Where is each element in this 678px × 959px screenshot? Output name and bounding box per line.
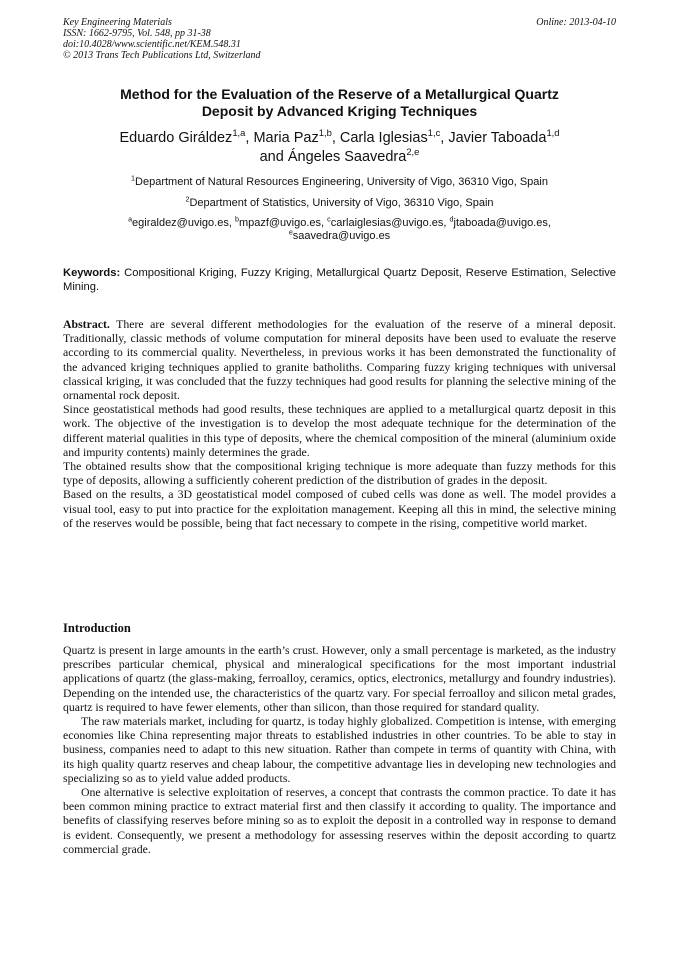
doi-line: doi:10.4028/www.scientific.net/KEM.548.31 xyxy=(63,39,241,50)
affiliation-text: Department of Statistics, University of Vigo, 36310 Vigo, Spain xyxy=(189,197,494,209)
email-mark: a xyxy=(128,215,133,224)
author-name: Eduardo Giráldez xyxy=(119,130,233,146)
journal-header xyxy=(63,17,616,61)
title-line-1: Method for the Evaluation of the Reserve of a Metallurgical Quartz xyxy=(120,86,559,102)
keywords-block xyxy=(63,267,616,294)
issn-line: ISSN: 1662-9795, Vol. 548, pp 31-38 xyxy=(63,28,211,39)
email-mark: d xyxy=(449,215,454,224)
abstract-paragraph xyxy=(63,317,616,402)
email-list xyxy=(63,217,616,243)
author-name: Maria Paz xyxy=(253,130,319,146)
author-affil-mark: 1,a xyxy=(232,127,246,139)
intro-paragraph: The raw materials market, including for quartz, is today highly globalized. Competition is intense, with emerging economies like China representing major threats to established industries in other countries. To be able to stay in business, companies need to adapt to this new situation. Rather than compete in terms of quantity with China, with its high quality quartz reserves and cheap labour, the competitive advantage lies in developing new technologies and specializing so as to yield value added products. xyxy=(63,714,616,785)
keywords-label: Keywords: xyxy=(63,267,121,279)
abstract-paragraph: The obtained results show that the compositional kriging technique is more adequate than fuzzy methods for this type of deposits, allowing a sufficiently coherent prediction of the distribution of grades in the deposit. xyxy=(63,459,616,488)
author-affil-mark: 1,d xyxy=(546,127,560,139)
online-date: Online: 2013-04-10 xyxy=(536,17,616,28)
email-link[interactable]: saavedra@uvigo.es xyxy=(292,230,391,242)
email-link[interactable]: jtaboada@uvigo.es, xyxy=(453,217,551,229)
author-conjunction: and xyxy=(259,149,284,165)
affiliation-text: Department of Natural Resources Engineering, University of Vigo, 36310 Vigo, Spain xyxy=(135,176,548,188)
author-affil-mark: 1,b xyxy=(318,127,332,139)
abstract-text: There are several different methodologies for the evaluation of the reserve of a mineral deposit. Traditionally, classic methods of volume computation for mineral deposits have been used to evaluate the reserve according to its commercial quality. Nevertheless, in previous works it has been demonstrated the functionality of the advanced kriging techniques applied to granite batholiths. Comparing fuzzy kriging techniques with universal classical kriging, it was concluded that the fuzzy techniques had good results for planning the selective mining of the ornamental rock deposit. xyxy=(63,317,616,403)
author-name: Javier Taboada xyxy=(448,130,547,146)
author-list xyxy=(63,129,616,167)
authors-line-2 xyxy=(63,148,616,167)
title-line-2: Deposit by Advanced Kriging Techniques xyxy=(201,103,478,119)
email-mark: e xyxy=(288,228,293,237)
abstract-paragraph: Based on the results, a 3D geostatistical model composed of cubed cells was done as well. The model provides a visual tool, easy to put into practice for the exploitation management. Keeping all this in mind, the selective mining of the reserves would be possible, being that fact necessary to compete in the rising, competitive world market. xyxy=(63,487,616,530)
email-line-2 xyxy=(63,230,616,243)
section-heading-introduction: Introduction xyxy=(63,621,131,635)
abstract-block xyxy=(63,317,616,530)
intro-paragraph: Quartz is present in large amounts in the earth’s crust. However, only a small percentage is marketed, as the industry prescribes particular chemical, physical and mineralogical specifications for the most important industrial applications of quartz (the glass-making, ferroalloy, ceramics, optics, electronics, metallurgy and foundry industries). Depending on the intended use, the characteristics of the quartz vary. For special ferroalloy and silicon metal grades, quartz is required to have fewer elements, other than silicon, than those required for standard quality. xyxy=(63,643,616,714)
intro-paragraph: One alternative is selective exploitation of reserves, a concept that contrasts the common practice. To date it has been common mining practice to extract material first and then classify it according to quality. The importance and benefits of classifying reserves before mining so as to exploit the deposit in a controlled way in response to demand is evident. Consequently, we present a methodology for assessing reserves within the deposit according to quartz commercial grade. xyxy=(63,785,616,856)
email-mark: c xyxy=(327,215,331,224)
keywords-text: Compositional Kriging, Fuzzy Kriging, Metallurgical Quartz Deposit, Reserve Estimation, Selective Mining. xyxy=(63,267,617,293)
email-line-1 xyxy=(63,217,616,230)
affiliation-number: 2 xyxy=(185,195,190,204)
email-link[interactable]: carlaiglesias@uvigo.es, xyxy=(330,217,447,229)
email-link[interactable]: mpazf@uvigo.es, xyxy=(238,217,325,229)
email-mark: b xyxy=(234,215,239,224)
affiliation-1 xyxy=(63,176,616,189)
author-name: Carla Iglesias xyxy=(339,130,428,146)
author-name: Ángeles Saavedra xyxy=(287,149,407,165)
author-affil-mark: 2,e xyxy=(406,146,420,158)
authors-line-1: Eduardo Giráldez$^{1,a}$, Maria Paz$^{1,b}$, Carla Iglesias$^{1,c}$, Javier Taboada$^{1,d}$ xyxy=(119,127,560,146)
abstract-paragraph: Since geostatistical methods had good results, these techniques are applied to a metallurgical quartz deposit in this work. The objective of the investigation is to develop the most adequate technique for the determination of the different material qualities in this type of deposits, where the chemical composition of the mineral (aluminium oxide and impurity contents) mainly determines the grade. xyxy=(63,402,616,459)
paper-title xyxy=(63,86,616,120)
author-affil-mark: 1,c xyxy=(427,127,441,139)
copyright-line: © 2013 Trans Tech Publications Ltd, Switzerland xyxy=(63,50,261,61)
affiliation-number: 1 xyxy=(131,174,136,183)
introduction-body xyxy=(63,643,616,856)
journal-name: Key Engineering Materials xyxy=(63,17,172,28)
abstract-label: Abstract. xyxy=(63,317,110,331)
email-link[interactable]: egiraldez@uvigo.es, xyxy=(132,217,232,229)
affiliation-2 xyxy=(63,197,616,210)
